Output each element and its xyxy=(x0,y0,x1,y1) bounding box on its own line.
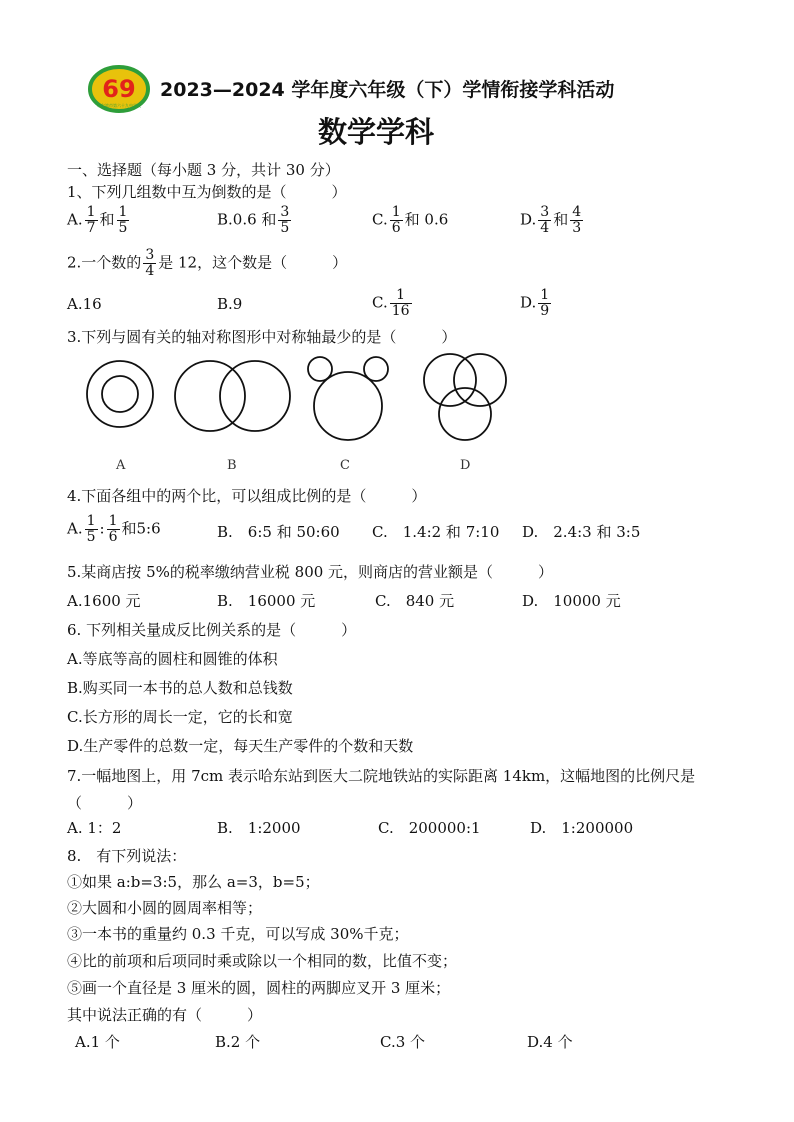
figure-d-three-circles xyxy=(424,354,506,440)
q7-stem-blank: （ ） xyxy=(67,794,143,812)
q5-option-a: A.1600 元 xyxy=(67,592,141,610)
q8-statement-2: ②大圆和小圆的圆周率相等； xyxy=(67,899,263,917)
q6-stem: 6. 下列相关量成反比例关系的是（ ） xyxy=(67,621,357,639)
q6-option-d: D.生产零件的总数一定，每天生产零件的个数和天数 xyxy=(67,737,414,755)
q3-stem: 3.下列与圆有关的轴对称图形中对称轴最少的是（ ） xyxy=(67,328,457,346)
figure-c-three-circles xyxy=(308,357,388,440)
q7-option-a: A. 1：2 xyxy=(67,819,122,837)
figure-label-c: C xyxy=(340,458,350,473)
q6-option-a: A.等底等高的圆柱和圆锥的体积 xyxy=(67,650,278,668)
q4-option-c: C. 1.4:2 和 7:10 xyxy=(372,523,500,541)
section-heading: 一、选择题（每小题 3 分，共计 30 分） xyxy=(67,161,340,179)
q4-option-b: B. 6:5 和 50:60 xyxy=(217,523,340,541)
q8-ask: 其中说法正确的有（ ） xyxy=(67,1006,263,1024)
q8-statement-1: ①如果 a:b=3:5，那么 a=3，b=5； xyxy=(67,873,320,891)
q7-option-c: C. 200000:1 xyxy=(378,819,481,837)
q4-stem: 4.下面各组中的两个比，可以组成比例的是（ ） xyxy=(67,487,427,505)
q1-option-d: D. $\frac{3}{4}$ 和 $\frac{4}{3}$ xyxy=(520,204,582,236)
q8-option-b: B.2 个 xyxy=(215,1033,261,1051)
q5-option-d: D. 10000 元 xyxy=(522,592,621,610)
q2-option-b: B.9 xyxy=(217,295,243,313)
q5-stem: 5.某商店按 5%的税率缴纳营业税 800 元，则商店的营业额是（ ） xyxy=(67,563,554,581)
q5-option-c: C. 840 元 xyxy=(375,592,455,610)
school-logo xyxy=(88,65,150,113)
q8-option-a: A.1 个 xyxy=(75,1033,120,1051)
q4-option-a: A. $\frac{1}{5}$ : $\frac{1}{6}$ 和5:6 xyxy=(67,513,161,545)
q7-option-d: D. 1:200000 xyxy=(530,819,634,837)
q8-statement-3: ③一本书的重量约 0.3 千克，可以写成 30%千克； xyxy=(67,925,409,943)
subject-title: 数学学科 xyxy=(318,115,435,149)
q6-option-c: C.长方形的周长一定，它的长和宽 xyxy=(67,708,293,726)
q2-option-a: A.16 xyxy=(67,295,102,313)
figure-b-two-circles xyxy=(175,361,290,431)
q8-option-c: C.3 个 xyxy=(380,1033,426,1051)
q1-option-a: A. $\frac{1}{7}$ 和 $\frac{1}{5}$ xyxy=(67,204,128,236)
q6-option-b: B.购买同一本书的总人数和总钱数 xyxy=(67,679,293,697)
q1-option-b: B.0.6 和 $\frac{3}{5}$ xyxy=(217,204,290,236)
logo-caption: 哈尔滨市第六十九中学校 xyxy=(97,103,141,108)
q5-option-b: B. 16000 元 xyxy=(217,592,316,610)
figure-label-b: B xyxy=(227,458,237,473)
q3-figures xyxy=(80,352,520,452)
q2-option-d: D. $\frac{1}{9}$ xyxy=(520,287,550,319)
q8-statement-5: ⑤画一个直径是 3 厘米的圆，圆柱的两脚应叉开 3 厘米； xyxy=(67,979,451,997)
exam-title: 2023—2024 学年度六年级（下）学情衔接学科活动 xyxy=(160,79,615,101)
figure-label-a: A xyxy=(116,458,126,473)
q8-option-d: D.4 个 xyxy=(527,1033,573,1051)
q4-option-d: D. 2.4:3 和 3:5 xyxy=(522,523,641,541)
q1-option-c: C. $\frac{1}{6}$ 和 0.6 xyxy=(372,204,449,236)
q1-stem: 1、下列几组数中互为倒数的是（ ） xyxy=(67,183,347,201)
q8-stem: 8. 有下列说法： xyxy=(67,847,187,865)
figure-label-d: D xyxy=(460,458,471,473)
q8-statement-4: ④比的前项和后项同时乘或除以一个相同的数，比值不变； xyxy=(67,952,458,970)
figure-a-concentric-circles xyxy=(87,361,153,427)
q2-option-c: C. $\frac{1}{16}$ xyxy=(372,287,410,319)
q7-option-b: B. 1:2000 xyxy=(217,819,301,837)
logo-mark: 69 xyxy=(102,75,136,103)
q7-stem: 7.一幅地图上，用 7cm 表示哈东站到医大二院地铁站的实际距离 14km，这幅地图的比例尺是 xyxy=(67,767,696,785)
q2-stem: 2.一个数的 $\frac{3}{4}$ 是 12，这个数是（ ） xyxy=(67,247,348,279)
